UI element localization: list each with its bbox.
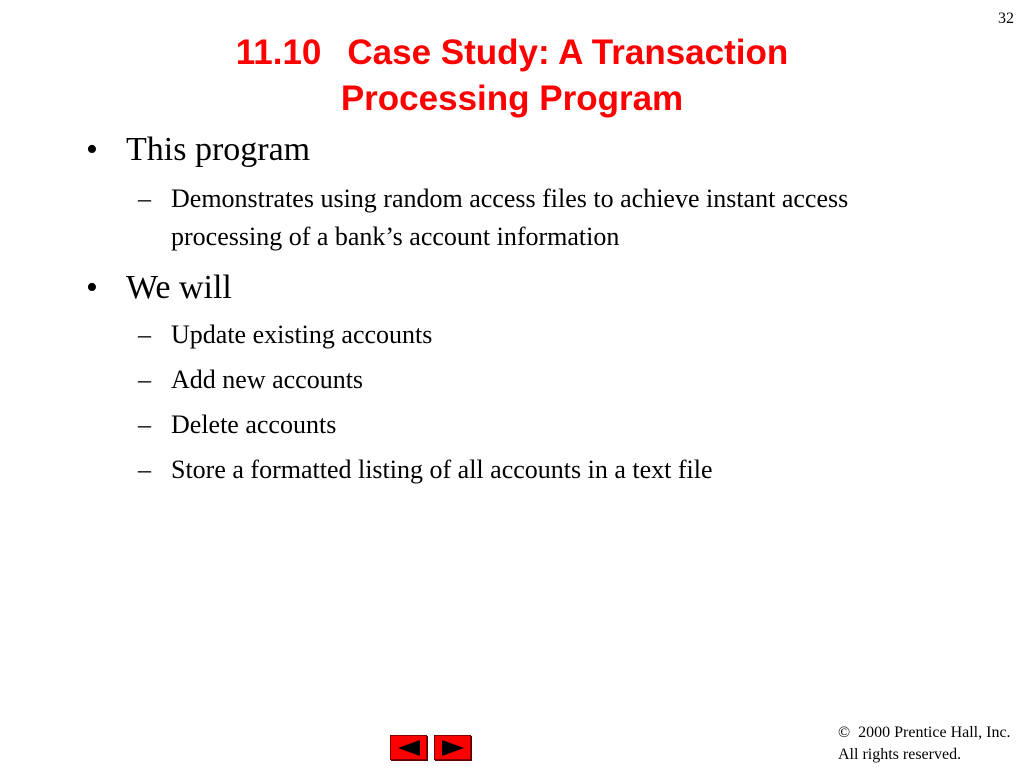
section-number: 11.10 bbox=[235, 33, 322, 72]
copyright-line-2: All rights reserved. bbox=[838, 746, 962, 763]
bullet-item bbox=[0, 128, 1024, 172]
bullet-text: This program bbox=[126, 131, 311, 168]
sub-bullet-item bbox=[0, 361, 1024, 399]
left-arrow-icon bbox=[396, 739, 422, 757]
sub-bullet-text: Demonstrates using random access files to achieve instant access processing of a bank’s account information bbox=[171, 184, 849, 251]
copyright-symbol: © bbox=[838, 724, 851, 741]
previous-slide-button[interactable] bbox=[390, 735, 427, 760]
title-line-2: Processing Program bbox=[340, 79, 684, 118]
sub-bullet-text: Add new accounts bbox=[171, 365, 364, 394]
bullet-symbol: • bbox=[86, 269, 98, 306]
sub-bullet-item bbox=[0, 406, 1024, 444]
sub-bullet-text: Store a formatted listing of all accounts in a text file bbox=[171, 455, 713, 484]
page-number: 32 bbox=[998, 10, 1014, 27]
bullet-item bbox=[0, 266, 1024, 310]
bullet-text: We will bbox=[126, 269, 232, 306]
title-line-1 bbox=[0, 30, 1024, 76]
right-arrow-icon bbox=[440, 739, 466, 757]
slide-content bbox=[0, 128, 1024, 489]
next-slide-button[interactable] bbox=[434, 735, 471, 760]
copyright-notice bbox=[838, 722, 1011, 766]
sub-bullet-text: Delete accounts bbox=[171, 410, 337, 439]
sub-bullet-symbol: – bbox=[138, 455, 151, 484]
sub-bullet-item bbox=[0, 180, 1024, 256]
sub-bullet-symbol: – bbox=[138, 184, 151, 213]
copyright-line-1 bbox=[838, 722, 1011, 744]
slide-navigation bbox=[390, 735, 471, 760]
title-text-1: Case Study: A Transaction bbox=[347, 33, 789, 72]
sub-bullet-text: Update existing accounts bbox=[171, 320, 433, 349]
bullet-symbol: • bbox=[86, 131, 98, 168]
sub-bullet-item bbox=[0, 316, 1024, 354]
slide-title bbox=[0, 30, 1024, 122]
sub-bullet-item bbox=[0, 451, 1024, 489]
copyright-text: 2000 Prentice Hall, Inc. bbox=[858, 724, 1011, 741]
sub-bullet-symbol: – bbox=[138, 365, 151, 394]
sub-bullet-symbol: – bbox=[138, 410, 151, 439]
sub-bullet-symbol: – bbox=[138, 320, 151, 349]
